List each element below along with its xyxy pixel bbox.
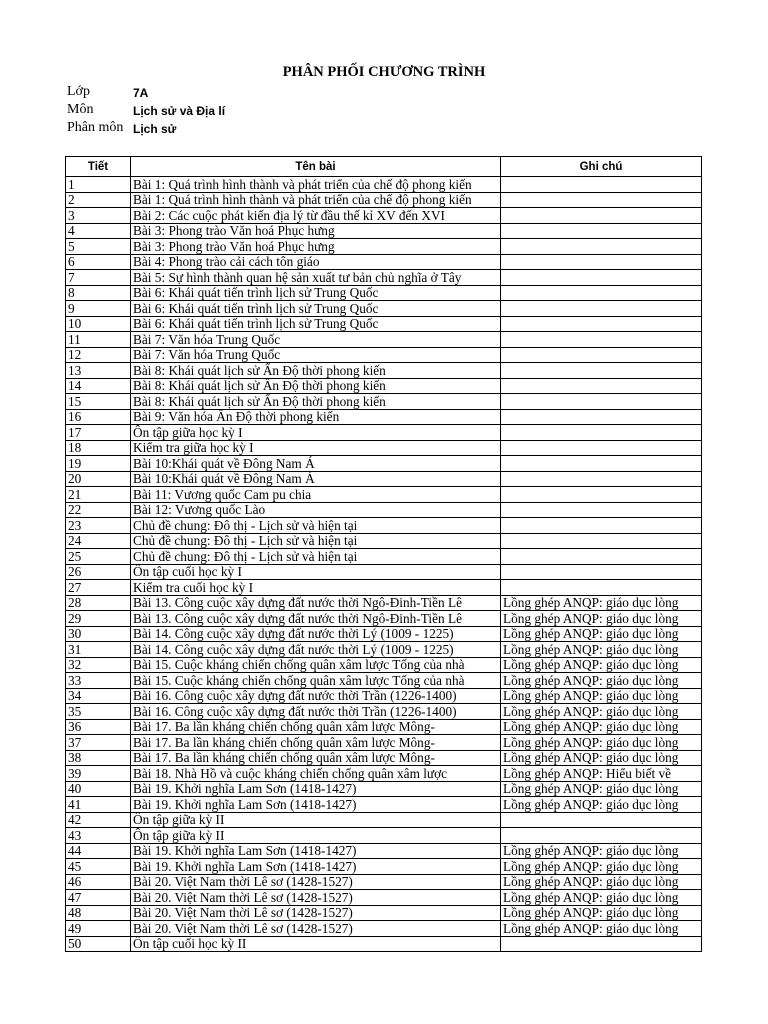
cell-ghi-chu: [501, 456, 702, 472]
table-row: [66, 797, 702, 813]
cell-ten-bai: Bài 3: Phong trào Văn hoá Phục hưng: [131, 223, 501, 239]
table-row: [66, 611, 702, 627]
cell-ghi-chu: Lồng ghép ANQP: giáo dục lòng: [501, 642, 702, 658]
cell-ten-bai: Bài 5: Sự hình thành quan hệ sản xuất tư bản chủ nghĩa ở Tây: [131, 270, 501, 286]
table-row: [66, 688, 702, 704]
cell-ghi-chu: [501, 254, 702, 270]
cell-ghi-chu: [501, 812, 702, 828]
phan-mon-value: Lịch sử: [133, 122, 177, 136]
table-row: [66, 208, 702, 224]
cell-ten-bai: Bài 14. Công cuộc xây dựng đất nước thời Lý (1009 - 1225): [131, 626, 501, 642]
cell-ten-bai: Bài 20. Việt Nam thời Lê sơ (1428-1527): [131, 905, 501, 921]
cell-ghi-chu: Lồng ghép ANQP: giáo dục lòng: [501, 719, 702, 735]
cell-ghi-chu: Lồng ghép ANQP: giáo dục lòng: [501, 781, 702, 797]
cell-tiet: 25: [66, 549, 131, 565]
cell-ghi-chu: [501, 301, 702, 317]
cell-tiet: 36: [66, 719, 131, 735]
cell-ghi-chu: [501, 564, 702, 580]
table-row: [66, 735, 702, 751]
cell-ten-bai: Bài 10:Khái quát về Đông Nam Á: [131, 471, 501, 487]
table-row: [66, 843, 702, 859]
cell-ten-bai: Kiểm tra cuối học kỳ I: [131, 580, 501, 596]
table-row: [66, 595, 702, 611]
cell-ten-bai: Bài 16. Công cuộc xây dựng đất nước thời Trần (1226-1400): [131, 688, 501, 704]
table-row: [66, 332, 702, 348]
cell-ten-bai: Ôn tập cuối học kỳ I: [131, 564, 501, 580]
cell-tiet: 4: [66, 223, 131, 239]
table-row: [66, 936, 702, 952]
cell-ten-bai: Bài 17. Ba lần kháng chiến chống quân xâm lược Mông-: [131, 735, 501, 751]
cell-tiet: 38: [66, 750, 131, 766]
cell-ten-bai: Bài 20. Việt Nam thời Lê sơ (1428-1527): [131, 921, 501, 937]
cell-tiet: 31: [66, 642, 131, 658]
cell-tiet: 29: [66, 611, 131, 627]
cell-ghi-chu: [501, 332, 702, 348]
cell-tiet: 47: [66, 890, 131, 906]
table-row: [66, 580, 702, 596]
cell-ten-bai: Bài 8: Khái quát lịch sử Ấn Độ thời phong kiến: [131, 378, 501, 394]
cell-ten-bai: Bài 6: Khái quát tiến trình lịch sử Trung Quốc: [131, 316, 501, 332]
cell-ghi-chu: Lồng ghép ANQP: giáo dục lòng: [501, 735, 702, 751]
cell-ghi-chu: Lồng ghép ANQP: giáo dục lòng: [501, 688, 702, 704]
cell-tiet: 19: [66, 456, 131, 472]
cell-ten-bai: Bài 11: Vương quốc Cam pu chia: [131, 487, 501, 503]
cell-ghi-chu: Lồng ghép ANQP: giáo dục lòng: [501, 704, 702, 720]
table-header-row: [66, 157, 702, 177]
cell-ten-bai: Bài 7: Văn hóa Trung Quốc: [131, 347, 501, 363]
cell-ten-bai: Bài 8: Khái quát lịch sử Ấn Độ thời phong kiến: [131, 363, 501, 379]
table-row: [66, 874, 702, 890]
table-row: [66, 487, 702, 503]
cell-ghi-chu: Lồng ghép ANQP: giáo dục lòng: [501, 921, 702, 937]
cell-ghi-chu: [501, 533, 702, 549]
table-row: [66, 642, 702, 658]
cell-tiet: 23: [66, 518, 131, 534]
phan-mon-label: Phân môn: [67, 120, 124, 135]
cell-ghi-chu: [501, 363, 702, 379]
cell-tiet: 24: [66, 533, 131, 549]
table-row: [66, 533, 702, 549]
cell-tiet: 32: [66, 657, 131, 673]
cell-tiet: 37: [66, 735, 131, 751]
cell-ten-bai: Bài 17. Ba lần kháng chiến chống quân xâm lược Mông-: [131, 750, 501, 766]
cell-tiet: 44: [66, 843, 131, 859]
cell-tiet: 6: [66, 254, 131, 270]
cell-tiet: 7: [66, 270, 131, 286]
table-row: [66, 657, 702, 673]
table-row: [66, 502, 702, 518]
cell-ghi-chu: [501, 177, 702, 193]
cell-ghi-chu: [501, 502, 702, 518]
cell-ten-bai: Bài 7: Văn hóa Trung Quốc: [131, 332, 501, 348]
cell-ten-bai: Bài 20. Việt Nam thời Lê sơ (1428-1527): [131, 874, 501, 890]
cell-ten-bai: Chủ đề chung: Đô thị - Lịch sử và hiện tại: [131, 533, 501, 549]
cell-tiet: 20: [66, 471, 131, 487]
cell-ghi-chu: Lồng ghép ANQP: giáo dục lòng: [501, 797, 702, 813]
cell-tiet: 11: [66, 332, 131, 348]
cell-ten-bai: Bài 20. Việt Nam thời Lê sơ (1428-1527): [131, 890, 501, 906]
cell-ghi-chu: Lồng ghép ANQP: Hiểu biết về: [501, 766, 702, 782]
cell-ghi-chu: [501, 316, 702, 332]
cell-ghi-chu: [501, 409, 702, 425]
cell-tiet: 18: [66, 440, 131, 456]
cell-tiet: 15: [66, 394, 131, 410]
table-row: [66, 192, 702, 208]
cell-ghi-chu: [501, 936, 702, 952]
table-row: [66, 859, 702, 875]
cell-tiet: 45: [66, 859, 131, 875]
cell-ghi-chu: [501, 828, 702, 844]
table-row: [66, 254, 702, 270]
mon-label: Môn: [67, 102, 94, 117]
table-row: [66, 812, 702, 828]
table-row: [66, 223, 702, 239]
lop-value: 7A: [133, 86, 149, 100]
cell-tiet: 35: [66, 704, 131, 720]
cell-ten-bai: Bài 1: Quá trình hình thành và phát triển của chế độ phong kiến: [131, 177, 501, 193]
cell-ten-bai: Chủ đề chung: Đô thị - Lịch sử và hiện tại: [131, 549, 501, 565]
lop-label: Lớp: [67, 84, 90, 99]
cell-ten-bai: Bài 2: Các cuộc phát kiến địa lý từ đầu thế kỉ XV đến XVI: [131, 208, 501, 224]
cell-ghi-chu: [501, 440, 702, 456]
cell-ten-bai: Bài 6: Khái quát tiến trình lịch sử Trung Quốc: [131, 301, 501, 317]
cell-ten-bai: Ôn tập giữa học kỳ I: [131, 425, 501, 441]
cell-ghi-chu: [501, 549, 702, 565]
cell-ghi-chu: [501, 394, 702, 410]
cell-tiet: 1: [66, 177, 131, 193]
cell-ghi-chu: Lồng ghép ANQP: giáo dục lòng: [501, 595, 702, 611]
table-row: [66, 750, 702, 766]
table-row: [66, 409, 702, 425]
cell-tiet: 46: [66, 874, 131, 890]
cell-ten-bai: Bài 19. Khởi nghĩa Lam Sơn (1418-1427): [131, 859, 501, 875]
table-row: [66, 564, 702, 580]
cell-ten-bai: Bài 3: Phong trào Văn hoá Phục hưng: [131, 239, 501, 255]
cell-ghi-chu: Lồng ghép ANQP: giáo dục lòng: [501, 843, 702, 859]
cell-ten-bai: Ôn tập cuối học kỳ II: [131, 936, 501, 952]
table-row: [66, 781, 702, 797]
cell-ten-bai: Bài 1: Quá trình hình thành và phát triển của chế độ phong kiến: [131, 192, 501, 208]
table-row: [66, 239, 702, 255]
cell-ghi-chu: [501, 347, 702, 363]
table-row: [66, 347, 702, 363]
cell-ghi-chu: [501, 518, 702, 534]
cell-ten-bai: Bài 17. Ba lần kháng chiến chống quân xâm lược Mông-: [131, 719, 501, 735]
table-row: [66, 394, 702, 410]
cell-ten-bai: Bài 9: Văn hóa Ấn Độ thời phong kiến: [131, 409, 501, 425]
table-row: [66, 471, 702, 487]
table-row: [66, 316, 702, 332]
table-row: [66, 704, 702, 720]
cell-tiet: 8: [66, 285, 131, 301]
table-row: [66, 270, 702, 286]
cell-ten-bai: Bài 15. Cuộc kháng chiến chống quân xâm lược Tống của nhà: [131, 657, 501, 673]
cell-tiet: 43: [66, 828, 131, 844]
cell-tiet: 22: [66, 502, 131, 518]
cell-tiet: 34: [66, 688, 131, 704]
cell-tiet: 2: [66, 192, 131, 208]
cell-tiet: 33: [66, 673, 131, 689]
cell-tiet: 5: [66, 239, 131, 255]
cell-tiet: 41: [66, 797, 131, 813]
cell-ghi-chu: Lồng ghép ANQP: giáo dục lòng: [501, 626, 702, 642]
table-row: [66, 301, 702, 317]
table-row: [66, 626, 702, 642]
table-row: [66, 285, 702, 301]
table-row: [66, 549, 702, 565]
cell-ghi-chu: Lồng ghép ANQP: giáo dục lòng: [501, 657, 702, 673]
cell-ten-bai: Bài 13. Công cuộc xây dựng đất nước thời Ngô-Đinh-Tiền Lê: [131, 611, 501, 627]
table-row: [66, 673, 702, 689]
cell-tiet: 26: [66, 564, 131, 580]
cell-ghi-chu: [501, 192, 702, 208]
cell-ghi-chu: [501, 425, 702, 441]
cell-tiet: 17: [66, 425, 131, 441]
cell-tiet: 39: [66, 766, 131, 782]
table-row: [66, 890, 702, 906]
table-row: [66, 766, 702, 782]
table-row: [66, 363, 702, 379]
cell-ten-bai: Kiểm tra giữa học kỳ I: [131, 440, 501, 456]
cell-tiet: 3: [66, 208, 131, 224]
cell-ten-bai: Bài 16. Công cuộc xây dựng đất nước thời Trần (1226-1400): [131, 704, 501, 720]
cell-tiet: 12: [66, 347, 131, 363]
cell-tiet: 28: [66, 595, 131, 611]
table-row: [66, 456, 702, 472]
cell-ten-bai: Bài 6: Khái quát tiến trình lịch sử Trung Quốc: [131, 285, 501, 301]
cell-ten-bai: Bài 8: Khái quát lịch sử Ấn Độ thời phong kiến: [131, 394, 501, 410]
cell-tiet: 9: [66, 301, 131, 317]
cell-tiet: 49: [66, 921, 131, 937]
cell-ghi-chu: Lồng ghép ANQP: giáo dục lòng: [501, 874, 702, 890]
table-row: [66, 719, 702, 735]
cell-ten-bai: Bài 14. Công cuộc xây dựng đất nước thời Lý (1009 - 1225): [131, 642, 501, 658]
cell-ghi-chu: [501, 239, 702, 255]
cell-tiet: 42: [66, 812, 131, 828]
cell-ghi-chu: [501, 270, 702, 286]
cell-ten-bai: Chủ đề chung: Đô thị - Lịch sử và hiện tại: [131, 518, 501, 534]
cell-ghi-chu: Lồng ghép ANQP: giáo dục lòng: [501, 905, 702, 921]
cell-tiet: 50: [66, 936, 131, 952]
cell-ghi-chu: [501, 223, 702, 239]
header-ten-bai: Tên bài: [131, 157, 501, 177]
cell-ten-bai: Bài 15. Cuộc kháng chiến chống quân xâm lược Tống của nhà: [131, 673, 501, 689]
table-row: [66, 378, 702, 394]
cell-ghi-chu: Lồng ghép ANQP: giáo dục lòng: [501, 859, 702, 875]
cell-tiet: 30: [66, 626, 131, 642]
cell-tiet: 27: [66, 580, 131, 596]
table-row: [66, 440, 702, 456]
cell-ghi-chu: [501, 471, 702, 487]
cell-ghi-chu: [501, 487, 702, 503]
cell-ghi-chu: Lồng ghép ANQP: giáo dục lòng: [501, 750, 702, 766]
page-title: PHÂN PHỐI CHƯƠNG TRÌNH: [282, 64, 486, 80]
cell-ten-bai: Bài 10:Khái quát về Đông Nam Á: [131, 456, 501, 472]
lesson-table: [65, 156, 702, 952]
table-row: [66, 518, 702, 534]
cell-ghi-chu: [501, 580, 702, 596]
table-row: [66, 425, 702, 441]
cell-ten-bai: Bài 19. Khởi nghĩa Lam Sơn (1418-1427): [131, 797, 501, 813]
cell-ghi-chu: Lồng ghép ANQP: giáo dục lòng: [501, 611, 702, 627]
cell-ghi-chu: Lồng ghép ANQP: giáo dục lòng: [501, 890, 702, 906]
cell-ten-bai: Bài 19. Khởi nghĩa Lam Sơn (1418-1427): [131, 843, 501, 859]
cell-ten-bai: Bài 19. Khởi nghĩa Lam Sơn (1418-1427): [131, 781, 501, 797]
cell-ten-bai: Ôn tập giữa kỳ II: [131, 828, 501, 844]
cell-ten-bai: Bài 13. Công cuộc xây dựng đất nước thời Ngô-Đinh-Tiền Lê: [131, 595, 501, 611]
cell-ghi-chu: [501, 208, 702, 224]
header-tiet: Tiết: [66, 157, 131, 177]
cell-tiet: 16: [66, 409, 131, 425]
table-row: [66, 921, 702, 937]
cell-ten-bai: Bài 4: Phong trào cải cách tôn giáo: [131, 254, 501, 270]
cell-ghi-chu: Lồng ghép ANQP: giáo dục lòng: [501, 673, 702, 689]
cell-tiet: 48: [66, 905, 131, 921]
cell-tiet: 10: [66, 316, 131, 332]
cell-ghi-chu: [501, 378, 702, 394]
table-row: [66, 177, 702, 193]
mon-value: Lịch sử và Địa lí: [133, 104, 226, 118]
table-row: [66, 905, 702, 921]
cell-ten-bai: Ôn tập giữa kỳ II: [131, 812, 501, 828]
cell-ten-bai: Bài 12: Vương quốc Lào: [131, 502, 501, 518]
cell-tiet: 21: [66, 487, 131, 503]
cell-tiet: 40: [66, 781, 131, 797]
cell-tiet: 13: [66, 363, 131, 379]
cell-ten-bai: Bài 18. Nhà Hồ và cuộc kháng chiến chống quân xâm lược: [131, 766, 501, 782]
cell-tiet: 14: [66, 378, 131, 394]
header-ghi-chu: Ghi chú: [501, 157, 702, 177]
cell-ghi-chu: [501, 285, 702, 301]
table-row: [66, 828, 702, 844]
